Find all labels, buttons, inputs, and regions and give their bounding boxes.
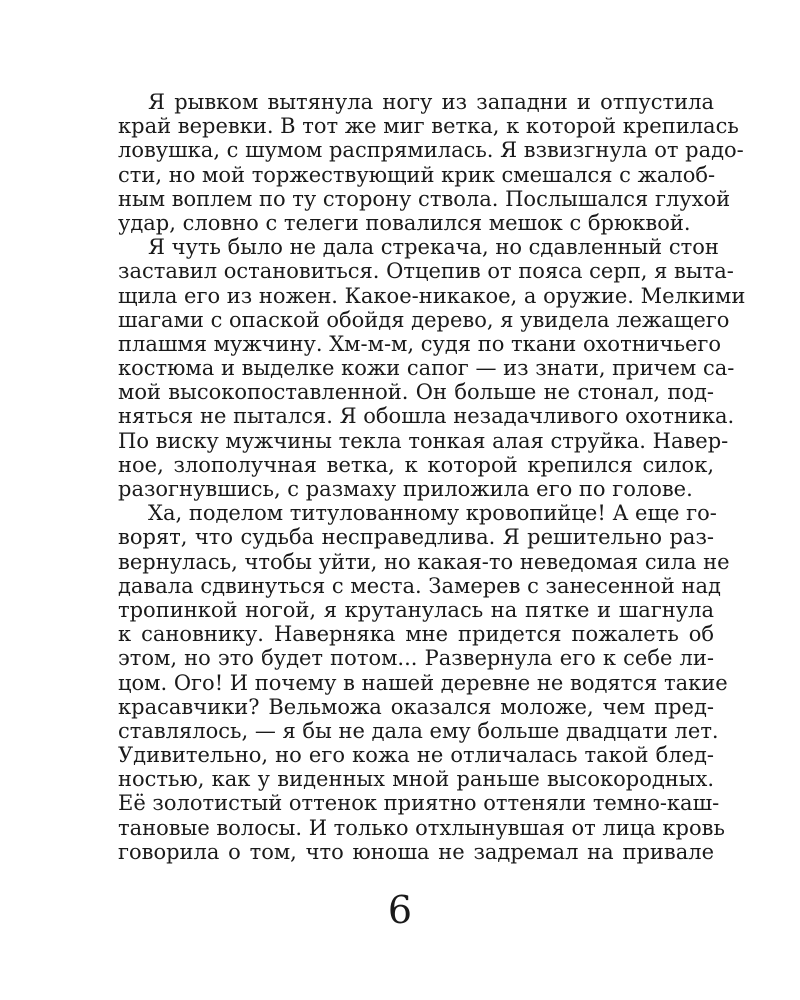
text-line: удар, словно с телеги повалился мешок с брюквой. <box>118 210 691 235</box>
text-line: шагами с опаской обойдя дерево, я увидела лежащего <box>118 307 730 332</box>
text-line: Я рывком вытянула ногу из западни и отпустила <box>148 90 714 114</box>
text-line: край веревки. В тот же миг ветка, к которой крепилась <box>118 114 739 139</box>
text-line: По виску мужчины текла тонкая алая струйка. Навер- <box>118 428 729 453</box>
text-line: разогнувшись, с размаху приложила его по голове. <box>118 477 693 501</box>
text-line: плашмя мужчину. Хм-м-м, судя по ткани охотничьего <box>118 331 722 356</box>
page-number: 6 <box>387 888 413 932</box>
text-line: Её золотистый оттенок приятно оттеняли темно-каш- <box>118 791 720 816</box>
text-line: этом, но это будет потом... Развернула его к себе ли- <box>118 646 714 671</box>
text-line: мой высокопоставленной. Он больше не стонал, под- <box>118 380 714 405</box>
text-line: вернулась, чтобы уйти, но какая-то неведомая сила не <box>118 549 730 574</box>
text-line: ное, злополучная ветка, к которой крепился силок, <box>118 452 714 477</box>
text-line: ным воплем по ту сторону ствола. Послышался глухой <box>118 186 731 211</box>
text-line: костюма и выделке кожи сапог — из знати, причем са- <box>118 356 735 381</box>
text-line: давала сдвинуться с места. Замерев с занесенной над <box>118 573 721 598</box>
text-line: ворят, что судьба несправедлива. Я решительно раз- <box>118 525 714 550</box>
text-line: ставлялось, — я бы не дала ему больше двадцати лет. <box>118 718 719 743</box>
text-line: Удивительно, но его кожа не отличалась такой блед- <box>118 743 714 768</box>
text-line: цом. Ого! И почему в нашей деревне не водятся такие <box>118 670 728 695</box>
text-line: тропинкой ногой, я крутанулась на пятке и шагнула <box>118 597 714 622</box>
body-text <box>118 90 746 864</box>
text-line: щила его из ножен. Какое-никакое, а оружие. Мелкими <box>118 283 746 308</box>
text-line: няться не пытался. Я обошла незадачливого охотника. <box>118 404 735 429</box>
text-line: заставил остановиться. Отцепив от пояса серп, я выта- <box>118 259 734 284</box>
text-line: сти, но мой торжествующий крик смешался с жалоб- <box>118 162 716 187</box>
text-line: ностью, как у виденных мной раньше высокородных. <box>118 767 714 792</box>
text-line: говорила о том, что юноша не задремал на привале <box>118 839 714 864</box>
text-line: ловушка, с шумом распрямилась. Я взвизгнула от радо- <box>118 138 744 163</box>
text-line: красавчики? Вельможа оказался моложе, чем пред- <box>118 694 714 719</box>
text-line: к сановнику. Наверняка мне придется пожалеть об <box>118 622 714 647</box>
text-line: Ха, поделом титулованному кровопийце! А еще го- <box>148 501 717 526</box>
text-line: тановые волосы. И только отхлынувшая от лица кровь <box>118 815 725 840</box>
text-line: Я чуть было не дала стрекача, но сдавленный стон <box>148 235 719 260</box>
